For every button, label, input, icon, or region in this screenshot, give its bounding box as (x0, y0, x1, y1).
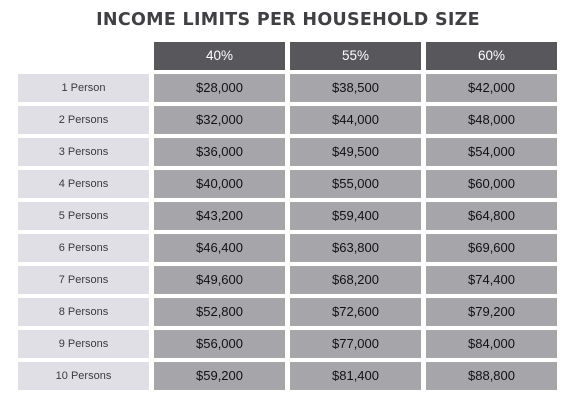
row-label: 1 Person (18, 74, 149, 102)
value-cell-55: $72,600 (290, 298, 421, 326)
value-cell-40: $49,600 (154, 266, 285, 294)
value-cell-55: $59,400 (290, 202, 421, 230)
value-cell-40: $56,000 (154, 330, 285, 358)
table-row (0, 74, 576, 102)
row-label: 10 Persons (18, 362, 149, 390)
value-cell-40: $43,200 (154, 202, 285, 230)
value-cell-40: $32,000 (154, 106, 285, 134)
value-cell-60: $60,000 (426, 170, 557, 198)
table-row (0, 330, 576, 358)
table-row (0, 298, 576, 326)
table-row (0, 362, 576, 390)
table-row (0, 170, 576, 198)
table-header (0, 42, 576, 70)
value-cell-60: $69,600 (426, 234, 557, 262)
value-cell-40: $59,200 (154, 362, 285, 390)
value-cell-55: $55,000 (290, 170, 421, 198)
value-cell-55: $44,000 (290, 106, 421, 134)
value-cell-40: $40,000 (154, 170, 285, 198)
page-title: INCOME LIMITS PER HOUSEHOLD SIZE (96, 10, 480, 30)
value-cell-60: $79,200 (426, 298, 557, 326)
value-cell-55: $68,200 (290, 266, 421, 294)
value-cell-60: $88,800 (426, 362, 557, 390)
value-cell-55: $63,800 (290, 234, 421, 262)
value-cell-60: $74,400 (426, 266, 557, 294)
row-label: 7 Persons (18, 266, 149, 294)
value-cell-40: $28,000 (154, 74, 285, 102)
value-cell-55: $49,500 (290, 138, 421, 166)
table-row (0, 138, 576, 166)
value-cell-60: $48,000 (426, 106, 557, 134)
value-cell-60: $64,800 (426, 202, 557, 230)
value-cell-60: $54,000 (426, 138, 557, 166)
table-row (0, 266, 576, 294)
value-cell-40: $52,800 (154, 298, 285, 326)
row-label: 8 Persons (18, 298, 149, 326)
row-label: 5 Persons (18, 202, 149, 230)
table-row (0, 234, 576, 262)
value-cell-55: $38,500 (290, 74, 421, 102)
value-cell-60: $42,000 (426, 74, 557, 102)
column-header-60: 60% (426, 42, 557, 70)
value-cell-40: $46,400 (154, 234, 285, 262)
row-label: 6 Persons (18, 234, 149, 262)
column-header-55: 55% (290, 42, 421, 70)
value-cell-55: $81,400 (290, 362, 421, 390)
value-cell-40: $36,000 (154, 138, 285, 166)
row-label: 9 Persons (18, 330, 149, 358)
column-header-40: 40% (154, 42, 285, 70)
table-row (0, 202, 576, 230)
row-label: 4 Persons (18, 170, 149, 198)
row-label: 3 Persons (18, 138, 149, 166)
value-cell-60: $84,000 (426, 330, 557, 358)
row-label: 2 Persons (18, 106, 149, 134)
table-row (0, 106, 576, 134)
value-cell-55: $77,000 (290, 330, 421, 358)
